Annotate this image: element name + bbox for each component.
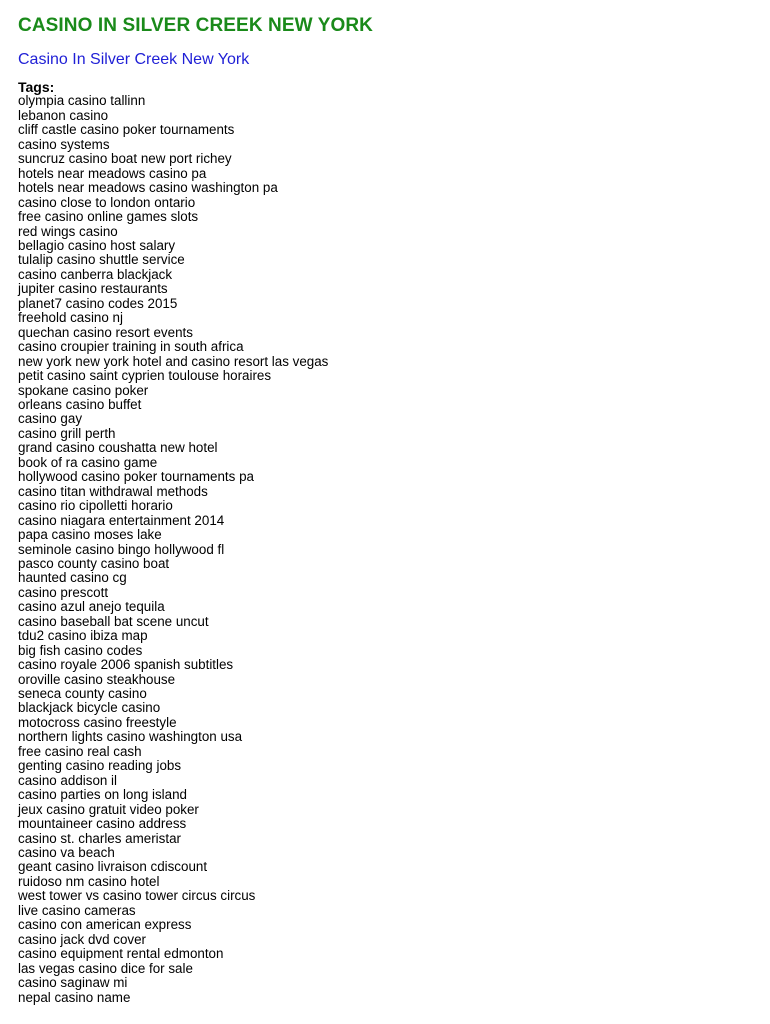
tag-item: hotels near meadows casino pa <box>18 165 207 181</box>
tag-item: casino prescott <box>18 584 109 600</box>
tag-item: live casino cameras <box>18 902 136 918</box>
tag-item: geant casino livraison cdiscount <box>18 859 208 875</box>
tag-item: genting casino reading jobs <box>18 758 182 774</box>
tag-item: casino croupier training in south africa <box>18 339 244 355</box>
tag-item: grand casino coushatta new hotel <box>18 440 218 456</box>
tag-item: cliff castle casino poker tournaments <box>18 122 235 138</box>
tag-item: casino royale 2006 spanish subtitles <box>18 657 234 673</box>
tag-item: west tower vs casino tower circus circus <box>18 888 256 904</box>
tag-item: planet7 casino codes 2015 <box>18 295 178 311</box>
tag-item: new york new york hotel and casino resort las vegas <box>18 353 329 369</box>
tag-item: seneca county casino <box>18 686 147 702</box>
tag-item: ruidoso nm casino hotel <box>18 873 160 889</box>
tag-item: hotels near meadows casino washington pa <box>18 180 278 196</box>
page-title: CASINO IN SILVER CREEK NEW YORK <box>18 15 373 36</box>
page-link[interactable]: Casino In Silver Creek New York <box>18 51 250 68</box>
tag-item: blackjack bicycle casino <box>18 700 161 716</box>
tag-item: tulalip casino shuttle service <box>18 252 185 268</box>
tag-item: bellagio casino host salary <box>18 237 176 253</box>
tag-item: free casino online games slots <box>18 209 199 225</box>
tag-item: casino st. charles ameristar <box>18 830 181 846</box>
tag-item: red wings casino <box>18 223 118 239</box>
tag-item: petit casino saint cyprien toulouse horaires <box>18 368 272 384</box>
tag-item: casino rio cipolletti horario <box>18 498 173 514</box>
tag-item: hollywood casino poker tournaments pa <box>18 469 254 485</box>
tag-item: seminole casino bingo hollywood fl <box>18 541 225 557</box>
tag-item: casino canberra blackjack <box>18 266 173 282</box>
tag-item: nepal casino name <box>18 989 131 1005</box>
tag-item: big fish casino codes <box>18 642 143 658</box>
tag-item: casino saginaw mi <box>18 975 128 991</box>
tag-item: orleans casino buffet <box>18 396 142 412</box>
tag-item: book of ra casino game <box>18 454 158 470</box>
tag-item: las vegas casino dice for sale <box>18 960 193 976</box>
tag-item: casino jack dvd cover <box>18 931 147 947</box>
tag-item: oroville casino steakhouse <box>18 671 176 687</box>
tag-item: casino grill perth <box>18 425 116 441</box>
tag-item: haunted casino cg <box>18 570 127 586</box>
tag-item: casino niagara entertainment 2014 <box>18 512 225 528</box>
tags-heading: Tags: <box>18 79 55 95</box>
tag-item: casino titan withdrawal methods <box>18 483 208 499</box>
tag-item: casino systems <box>18 136 110 152</box>
tag-item: olympia casino tallinn <box>18 93 146 109</box>
tag-item: tdu2 casino ibiza map <box>18 628 148 644</box>
tag-item: quechan casino resort events <box>18 324 193 340</box>
tag-item: suncruz casino boat new port richey <box>18 151 232 167</box>
tag-item: casino baseball bat scene uncut <box>18 613 209 629</box>
tag-item: casino addison il <box>18 772 118 788</box>
tag-item: freehold casino nj <box>18 310 123 326</box>
tag-item: mountaineer casino address <box>18 816 187 832</box>
tag-item: motocross casino freestyle <box>18 714 177 730</box>
tag-item: casino equipment rental edmonton <box>18 946 224 962</box>
tag-item: casino close to london ontario <box>18 194 196 210</box>
tag-item: casino con american express <box>18 917 192 933</box>
tag-item: papa casino moses lake <box>18 527 162 543</box>
tag-item: casino va beach <box>18 845 115 861</box>
tag-item: casino parties on long island <box>18 787 187 803</box>
tag-item: spokane casino poker <box>18 382 149 398</box>
tag-list <box>18 94 770 1005</box>
tag-item: lebanon casino <box>18 107 109 123</box>
tag-item: jeux casino gratuit video poker <box>18 801 199 817</box>
tag-item: pasco county casino boat <box>18 555 170 571</box>
tag-item: jupiter casino restaurants <box>18 281 168 297</box>
tag-item: free casino real cash <box>18 743 142 759</box>
tag-item: casino gay <box>18 411 83 427</box>
tag-item: northern lights casino washington usa <box>18 729 243 745</box>
tag-item: casino azul anejo tequila <box>18 599 165 615</box>
